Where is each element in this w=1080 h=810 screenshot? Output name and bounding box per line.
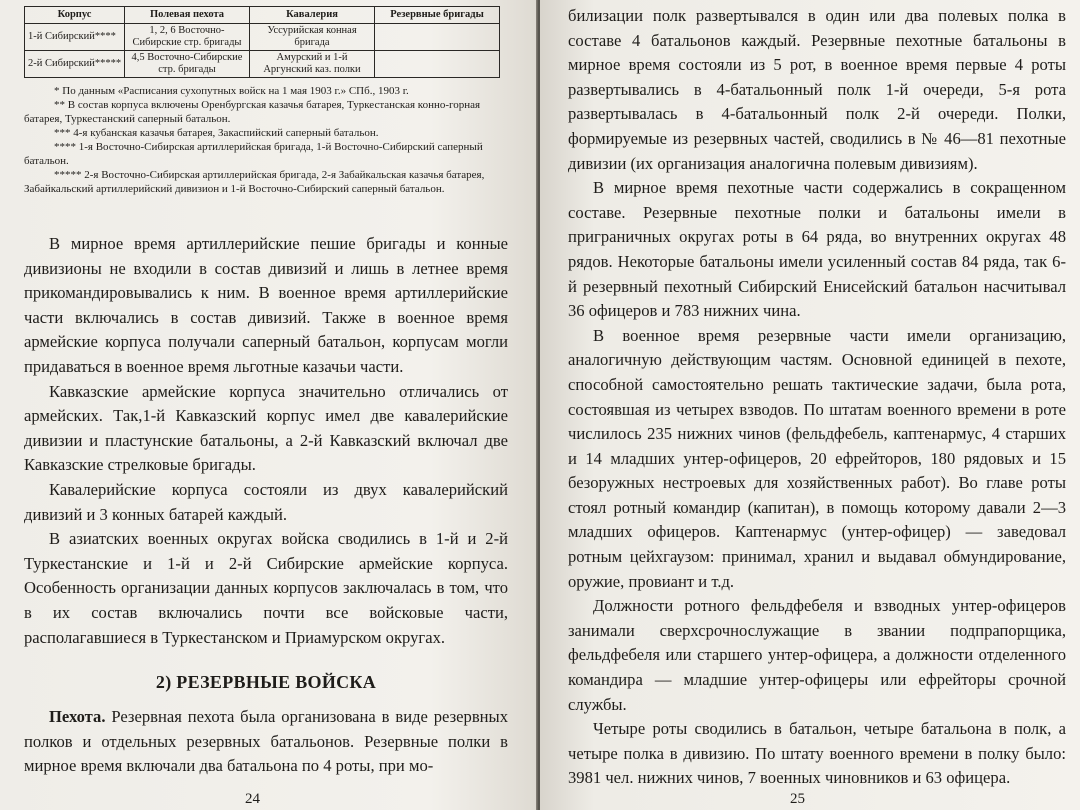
table-cell: [375, 24, 500, 51]
table-cell: Амурский и 1-й Аргунский каз. полки: [249, 51, 374, 78]
table-header-row: [25, 7, 500, 24]
page-number-right: 25: [790, 791, 805, 807]
paragraph: В азиатских военных округах войска сводились в 1-й и 2-й Туркестанские и 1-й и 2-й Сибирские армейские корпуса. Особенность организации данных корпусов заключалась в том, что в их состав включались почти все войсковые части, располагавшиеся в Туркестанском и Приамурском округах.: [24, 529, 508, 647]
paragraph: Кавалерийские корпуса состояли из двух кавалерийский дивизий и 3 конных батарей каждый.: [24, 479, 508, 524]
table-row: [25, 51, 500, 78]
table-cell: 2-й Сибирский*****: [25, 51, 125, 78]
right-page: [540, 0, 1080, 810]
paragraph: В мирное время артиллерийские пешие бригады и конные дивизионы не входили в состав дивизий и лишь в летнее время прикомандировывались к ним. В военное время артиллерийские части включались в состав дивизий. Также в военное время армейские корпуса получали саперный батальон, корпусам могли придаваться в военное время льготные казачьи части.: [24, 234, 508, 376]
paragraph: Должности ротного фельдфебеля и взводных унтер-офицеров занимали сверхсрочнослужащие в звании подпрапорщика, фельдфебеля или старшего унтер-офицера, а должности отделенного командира — младшие унтер-офицеры или ефрейторы срочной службы.: [568, 596, 1066, 714]
left-body-text: [24, 232, 508, 779]
paragraph-rest: Резервная пехота была организована в виде резервных полков и отдельных резервных батальонов. Резервные полки в мирное время включали два батальона по 4 роты, при мо-: [24, 707, 508, 776]
table-header: Резервные бригады: [375, 7, 500, 24]
footnote: ** В состав корпуса включены Оренбургская казачья батарея, Туркестанская конно-горная батарея, Туркестанский саперный батальон.: [24, 99, 481, 125]
table-header: Корпус: [25, 7, 125, 24]
footnote: **** 1-я Восточно-Сибирская артиллерийская бригада, 1-й Восточно-Сибирский саперный батальон.: [24, 141, 483, 167]
footnote: ***** 2-я Восточно-Сибирская артиллерийская бригада, 2-я Забайкальская казачья батарея, Забайкальский артиллерийский дивизион и 1-й Восточно-Сибирский саперный батальон.: [24, 169, 485, 195]
paragraph: билизации полк развертывался в один или два полевых полка в составе 4 батальонов каждый. Резервные пехотные батальоны в мирное время состояли из 5 рот, в военное время первые 4 роты развертывались в 4-батальонный полк 1-й очереди, 5-я рота развертывалась в 4-батальонный полк 2-й очереди. Полки, формируемые из резервных частей, сводились в № 46—81 пехотные дивизии (их организация аналогична полевым дивизиям).: [568, 6, 1066, 173]
table-cell: 4,5 Восточно-Сибирские стр. бригады: [125, 51, 250, 78]
paragraph: В мирное время пехотные части содержались в сокращенном составе. Резервные пехотные полки и батальоны имели в приграничных округах роты в 64 ряда, во внутренних округах 48 рядов. Некоторые батальоны имели усиленный состав 84 ряда, так 6-й резервный пехотный Сибирский Енисейский батальон насчитывал 36 офицеров и 783 нижних чина.: [568, 178, 1066, 321]
section-title: 2) РЕЗЕРВНЫЕ ВОЙСКА: [155, 672, 377, 693]
table-cell: 1-й Сибирский****: [25, 24, 125, 51]
page-number-left: 24: [245, 791, 260, 807]
paragraph-lead: Пехота.: [49, 707, 106, 727]
table-cell: 1, 2, 6 Восточно-Сибирские стр. бригады: [125, 24, 250, 51]
footnote: *** 4-я кубанская казачья батарея, Закаспийский саперный батальон.: [54, 127, 379, 139]
paragraph: [24, 705, 508, 779]
table-cell: [375, 51, 500, 78]
paragraph: Кавказские армейские корпуса значительно отличались от армейских. Так,1-й Кавказский корпус имел две кавалерийские дивизии и пластунские батальоны, а 2-й Кавказский включал две Кавказские стрелковые бригады.: [24, 381, 508, 475]
left-page: [0, 0, 538, 810]
table-row: [25, 24, 500, 51]
paragraph: Четыре роты сводились в батальон, четыре батальона в полк, а четыре полка в дивизию. По штату военного времени в полку было: 3981 чел. нижних чинов, 7 военных чиновников и 63 офицера.: [568, 719, 1066, 788]
table-header: Кавалерия: [249, 7, 374, 24]
paragraph: В военное время резервные части имели организацию, аналогичную действующим частям. Основной единицей в пехоте, способной самостоятельно решать тактические задачи, была рота, состоявшая из четырех взводов. По штатам военного времени в роте числилось 235 нижних чинов (фельдфебель, каптенармус, 4 старших и 14 младших унтер-офицеров, 20 ефрейторов, 180 рядовых и 15 безоружных нестроевых для хозяйственных работ). Во главе роты стоял ротный командир (капитан), в помощь которому давали 2—3 младших офицеров. Каптенармус (унтер-офицер) — заведовал ротным цейхгаузом: принимал, хранил и выдавал обмундирование, оружие, провиант и т.д.: [568, 325, 1066, 591]
corps-table: [24, 6, 500, 78]
table-cell: Уссурийская конная бригада: [249, 24, 374, 51]
footnote: * По данным «Расписания сухопутных войск на 1 мая 1903 г.» СПб., 1903 г.: [54, 85, 409, 97]
table-header: Полевая пехота: [125, 7, 250, 24]
